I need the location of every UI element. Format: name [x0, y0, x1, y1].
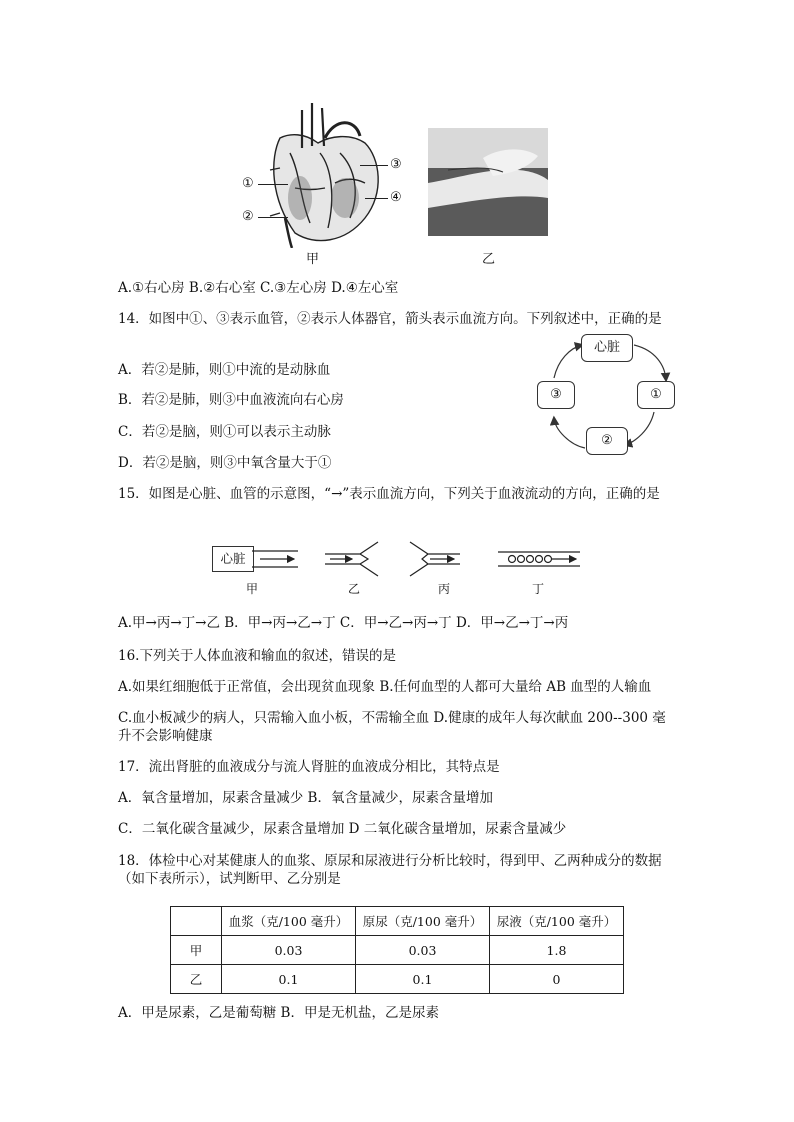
table-cell: 0.03 — [222, 936, 356, 965]
q17-line2: C．二氧化碳含量减少，尿素含量增加 D 二氧化碳含量增加，尿素含量减少 — [118, 821, 567, 837]
table-header-cell — [171, 907, 222, 936]
diagram-box-1: ① — [637, 381, 675, 409]
vessel-diagrams — [250, 540, 590, 580]
q16-line2: C.血小板减少的病人，只需输入血小板，不需输全血 D.健康的成年人每次献血 200--300 毫升不会影响健康 — [118, 710, 666, 744]
table-cell: 乙 — [171, 965, 222, 994]
vessel-caption-ding: 丁 — [532, 582, 545, 596]
heart-illustration — [240, 98, 410, 248]
q14-stem: 14．如图中①、③表示血管，②表示人体器官，箭头表示血流方向。下列叙述中，正确的是 — [118, 311, 662, 327]
figure-caption-yi: 乙 — [482, 252, 496, 267]
q16-line1: A.如果红细胞低于正常值，会出现贫血现象 B.任何血型的人都可大量给 AB 血型的人输血 — [118, 679, 652, 695]
q14-option-c: C．若②是脑，则①可以表示主动脉 — [118, 424, 331, 440]
table-cell: 0.03 — [356, 936, 490, 965]
figure-caption-jia: 甲 — [306, 252, 320, 267]
diagram-heart-box: 心脏 — [581, 334, 633, 362]
table-cell: 1.8 — [490, 936, 624, 965]
table-header-row — [171, 907, 624, 936]
table-cell: 0.1 — [356, 965, 490, 994]
leader-line-4 — [365, 198, 388, 199]
vessel-heart-box: 心脏 — [212, 546, 254, 572]
vessel-caption-jia: 甲 — [246, 582, 259, 596]
q15-options: A.甲→丙→丁→乙 B．甲→丙→乙→丁 C．甲→乙→丙→丁 D．甲→乙→丁→丙 — [118, 615, 569, 631]
table-header-cell: 血浆（克/100 毫升） — [222, 907, 356, 936]
q14-option-b: B．若②是肺，则③中血液流向右心房 — [118, 392, 344, 408]
leader-line-3 — [360, 165, 388, 166]
q15-stem: 15．如图是心脏、血管的示意图，“→”表示血流方向，下列关于血液流动的方向，正确的是 — [118, 486, 660, 502]
q18-stem: 18．体检中心对某健康人的血浆、原尿和尿液进行分析比较时，得到甲、乙两种成分的数据（如下表所示），试判断甲、乙分别是 — [118, 853, 662, 887]
label-3: ③ — [390, 157, 402, 172]
heart-figure — [240, 98, 410, 248]
leader-line-2 — [258, 217, 288, 218]
q17-stem: 17．流出肾脏的血液成分与流人肾脏的血液成分相比，其特点是 — [118, 759, 500, 775]
table-header-cell: 原尿（克/100 毫升） — [356, 907, 490, 936]
vessel-caption-bing: 丙 — [438, 582, 451, 596]
q14-option-a: A．若②是肺，则①中流的是动脉血 — [118, 362, 331, 378]
table-row — [171, 936, 624, 965]
q14-option-d: D．若②是脑，则③中氧含量大于① — [118, 455, 332, 471]
label-4: ④ — [390, 190, 402, 205]
table-cell: 0 — [490, 965, 624, 994]
table-cell: 甲 — [171, 936, 222, 965]
q18-options: A．甲是尿素，乙是葡萄糖 B．甲是无机盐，乙是尿素 — [118, 1005, 439, 1021]
q16-stem: 16.下列关于人体血液和输血的叙述，错误的是 — [118, 648, 396, 664]
pulse-illustration — [428, 128, 548, 236]
q13-options: A.①右心房 B.②右心室 C.③左心房 D.④左心室 — [118, 280, 399, 296]
leader-line-1 — [258, 184, 288, 185]
table-row — [171, 965, 624, 994]
label-1: ① — [242, 176, 254, 191]
q18-data-table — [170, 906, 624, 994]
label-2: ② — [242, 209, 254, 224]
vessel-caption-yi: 乙 — [348, 582, 361, 596]
diagram-box-3: ③ — [537, 381, 575, 409]
table-header-cell: 尿液（克/100 毫升） — [490, 907, 624, 936]
table-cell: 0.1 — [222, 965, 356, 994]
pulse-photo — [428, 128, 548, 236]
q17-line1: A．氧含量增加，尿素含量减少 B．氧含量减少，尿素含量增加 — [118, 790, 493, 806]
diagram-box-2: ② — [586, 427, 628, 455]
